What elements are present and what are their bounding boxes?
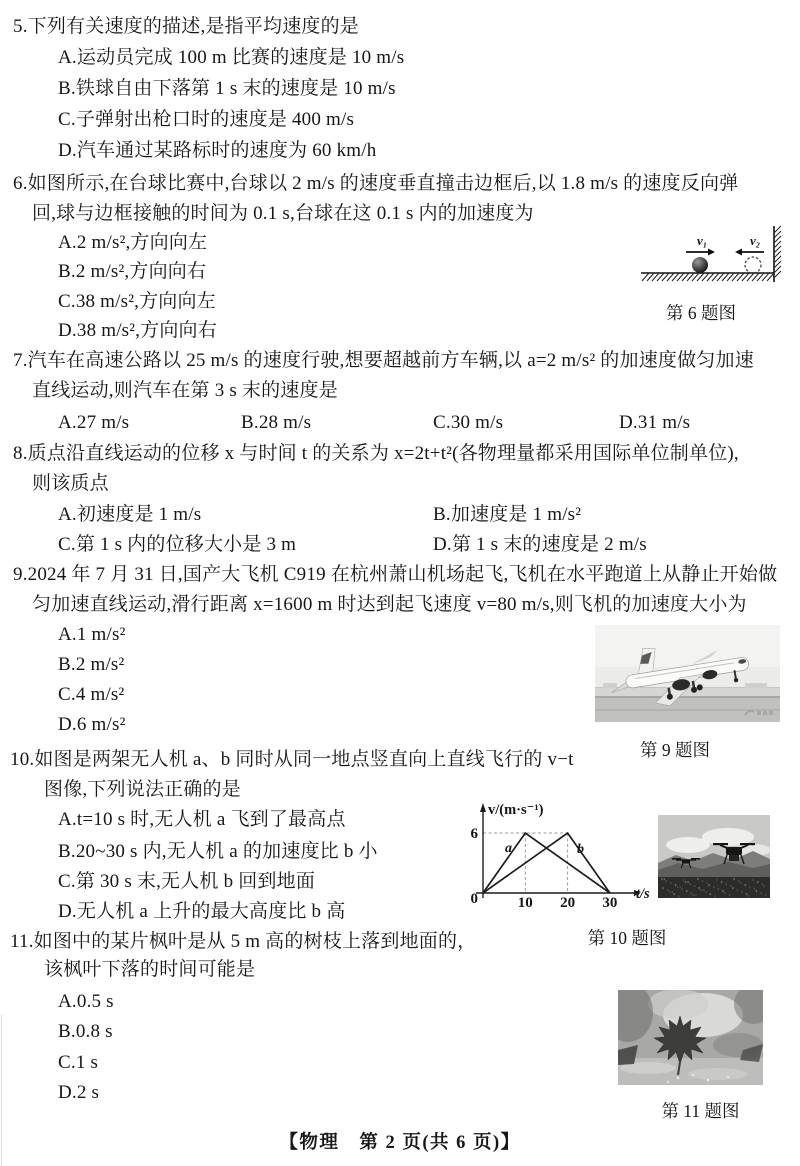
- q7-stem-line1: 7.汽车在高速公路以 25 m/s 的速度行驶,想要超越前方车辆,以 a=2 m/s² 的加速度做匀加速: [13, 350, 754, 371]
- series-b-label: b: [577, 842, 584, 857]
- q11-stem-line2: 该枫叶下落的时间可能是: [44, 959, 256, 980]
- q9-option-b: B.2 m/s²: [58, 654, 125, 675]
- q10-figure-caption: 第 10 题图: [587, 928, 667, 948]
- series-a-label: a: [505, 841, 512, 856]
- q10-velocity-graph: [465, 795, 655, 918]
- q8-option-a: A.初速度是 1 m/s: [58, 504, 202, 525]
- q9-option-c: C.4 m/s²: [58, 684, 125, 705]
- svg-text:10: 10: [517, 895, 533, 911]
- q6-figure-caption: 第 6 题图: [666, 303, 736, 323]
- q9-stem-line2: 匀加速直线运动,滑行距离 x=1600 m 时达到起飞速度 v=80 m/s,则飞机的加速度大小为: [32, 594, 747, 615]
- y-axis: [480, 803, 486, 898]
- scan-edge-artifact: [1, 1015, 2, 1166]
- q5-option-b: B.铁球自由下落第 1 s 末的速度是 10 m/s: [58, 78, 396, 99]
- q10-photo: [658, 815, 770, 903]
- q10-option-c: C.第 30 s 末,无人机 b 回到地面: [58, 871, 316, 892]
- y-axis-label: v/(m·s⁻¹): [488, 802, 544, 818]
- q5-option-c: C.子弹射出枪口时的速度是 400 m/s: [58, 109, 355, 130]
- q7-option-a: A.27 m/s: [58, 412, 130, 433]
- vt-line-b: [483, 833, 610, 893]
- q9-photo: [595, 625, 780, 727]
- page-footer: 【物理 第 2 页(共 6 页)】: [279, 1133, 521, 1153]
- q8-option-c: C.第 1 s 内的位移大小是 3 m: [58, 534, 297, 555]
- q6-ground: [641, 273, 774, 281]
- q11-option-d: D.2 s: [58, 1082, 100, 1103]
- q10-option-d: D.无人机 a 上升的最大高度比 b 高: [58, 901, 346, 922]
- q10-stem-line2: 图像,下列说法正确的是: [44, 779, 241, 800]
- q6-wall: [774, 226, 781, 282]
- x-axis-label: t/s: [636, 886, 650, 902]
- x-tick-labels: [518, 895, 618, 911]
- q6-figure: [638, 224, 788, 293]
- series-lines: [483, 833, 610, 893]
- q10-option-a: A.t=10 s 时,无人机 a 飞到了最高点: [58, 809, 346, 830]
- v2-arrow: [735, 249, 764, 256]
- v2-label: v₂: [750, 233, 761, 248]
- q11-option-a: A.0.5 s: [58, 991, 114, 1012]
- q7-option-c: C.30 m/s: [433, 412, 504, 433]
- q7-option-d: D.31 m/s: [619, 412, 691, 433]
- q5-option-a: A.运动员完成 100 m 比赛的速度是 10 m/s: [58, 47, 405, 68]
- v1-arrow: [686, 249, 715, 256]
- q10-option-b: B.20~30 s 内,无人机 a 的加速度比 b 小: [58, 841, 378, 862]
- q9-stem-line1: 9.2024 年 7 月 31 日,国产大飞机 C919 在杭州萧山机场起飞,飞机在水平跑道上从静止开始做: [13, 564, 778, 585]
- q5-stem: 5.下列有关速度的描述,是指平均速度的是: [13, 16, 360, 37]
- svg-text:20: 20: [560, 895, 576, 911]
- q11-photo: [618, 990, 763, 1090]
- q5-option-d: D.汽车通过某路标时的速度为 60 km/h: [58, 140, 377, 161]
- q9-option-a: A.1 m/s²: [58, 624, 126, 645]
- q10-stem-line1: 10.如图是两架无人机 a、b 同时从同一地点竖直向上直线飞行的 v−t: [10, 749, 574, 770]
- q8-option-d: D.第 1 s 末的速度是 2 m/s: [433, 534, 647, 555]
- q9-option-d: D.6 m/s²: [58, 714, 126, 735]
- vt-line-a: [483, 833, 610, 893]
- q8-option-b: B.加速度是 1 m/s²: [433, 504, 582, 525]
- q6-option-d: D.38 m/s²,方向向右: [58, 320, 217, 341]
- q11-stem-line1: 11.如图中的某片枫叶是从 5 m 高的树枝上落到地面的，: [10, 931, 477, 952]
- y-tick-6: 6: [470, 826, 478, 842]
- q6-stem-line2: 回,球与边框接触的时间为 0.1 s,台球在这 0.1 s 内的加速度为: [32, 203, 534, 224]
- q6-option-b: B.2 m/s²,方向向右: [58, 261, 207, 282]
- q7-stem-line2: 直线运动,则汽车在第 3 s 末的速度是: [32, 380, 338, 401]
- q6-stem-line1: 6.如图所示,在台球比赛中,台球以 2 m/s 的速度垂直撞击边框后,以 1.8 m/s 的速度反向弹: [13, 173, 739, 194]
- billiard-ball: [692, 257, 708, 273]
- q6-option-c: C.38 m/s²,方向向左: [58, 291, 216, 312]
- origin-label: 0: [470, 891, 478, 907]
- q8-stem-line2: 则该质点: [32, 473, 109, 494]
- billiard-ball-rebound-ghost: [745, 257, 761, 273]
- q11-figure-caption: 第 11 题图: [661, 1101, 740, 1121]
- v1-label: v₁: [697, 233, 708, 248]
- q11-option-b: B.0.8 s: [58, 1021, 113, 1042]
- q7-option-b: B.28 m/s: [241, 412, 312, 433]
- q6-option-a: A.2 m/s²,方向向左: [58, 232, 208, 253]
- q8-stem-line1: 8.质点沿直线运动的位移 x 与时间 t 的关系为 x=2t+t²(各物理量都采用国际单位制单位),: [13, 443, 739, 464]
- svg-text:30: 30: [602, 895, 618, 911]
- q11-option-c: C.1 s: [58, 1052, 99, 1073]
- q9-figure-caption: 第 9 题图: [640, 740, 710, 760]
